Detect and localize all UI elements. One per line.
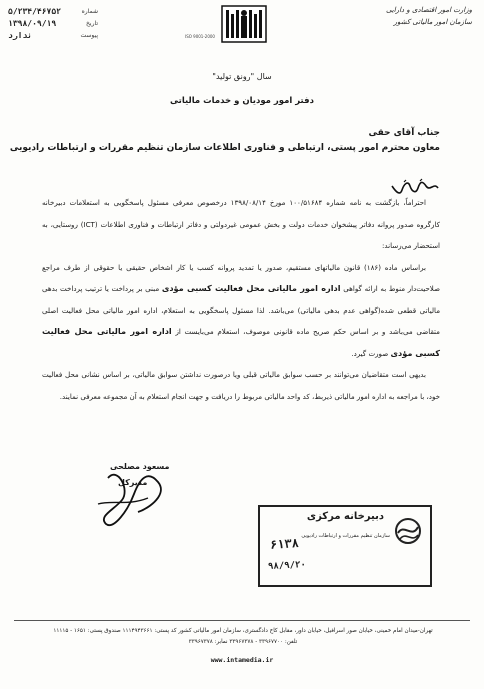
ministry-name: وزارت امور اقتصادی و دارایی [385,6,472,14]
year-slogan: سال "رونق تولید" [212,72,272,81]
stamp-organization: سازمان تنظیم مقررات و ارتباطات رادیویی [301,533,390,539]
body-p2-bold-a: اداره امور مالیاتی محل فعالیت کسبی مؤدی [161,283,341,293]
stamp-number: ۶۱۳۸ [269,536,300,552]
signatory-name: مسعود مصلحی [110,462,170,471]
addressee-name: جناب آقای حقی [368,128,440,138]
ministry-heading [312,4,472,28]
organization-name: سازمان امور مالیاتی کشور [393,18,472,26]
body-p2-part-a: براساس ماده (۱۸۶) قانون مالیاتهای مستقیم، صدور یا تمدید پروانه کسب یا کار اشخاص حقیقی یا حقوقی از طرف مراجع صلاحیت‌دار منوط به ارائه گواهی [42,262,441,293]
addressee-title: معاون محترم امور پستی، ارتباطی و فناوری اطلاعات سازمان تنظیم مقررات و ارتباطات رادیویی [9,143,440,153]
footer-website: www.intamedia.ir [210,656,274,664]
body-paragraph-2 [42,257,440,365]
attachment-label: پیوست [80,32,98,39]
body-p2-part-e: صورت گیرد. [351,348,389,358]
body-paragraph-3: بدیهی است متقاضیان می‌توانند بر حسب سوابق مالیاتی قبلی ویا درصورت نداشتن سوابق مالیاتی، بر اساس نشانی محل فعالیت خود، با مراجعه به اداره امور مالیاتی ذیربط، کد واحد مالیاتی مربوط را دریافت و جهت انجام استعلام به آن مجموعه معرفی نمایند. [42,370,440,401]
office-name: دفتر امور مودیان و خدمات مالیاتی [170,96,314,106]
letter-meta [8,6,98,42]
footer [14,626,472,648]
handwritten-signature [88,460,178,530]
footer-phone: تلفن: ۳۳۹۶۷۷۰۰ - ۳۳۹۶۷۳۷۸ نمابر: ۳۳۹۶۷۳۷۸ [188,639,298,645]
letter-number: ۵/۲۳۴/۴۶۷۵۲ [8,7,61,16]
body-paragraph-1: احتراماً، بازگشت به نامه شماره ۱۰۰/۵۱۶۸۴ مورخ ۱۳۹۸/۰۸/۱۴ درخصوص معرفی مسئول پاسخگویی به استعلامات دبیرخانه کارگروه صدور پروانه دفاتر پیشخوان خدمات دولت و بخش عمومی غیردولتی و دفاتر ارتباطات و فناوری اطلاعات (ICT) روستایی، به استحضار می‌رساند: [42,198,440,250]
signatory-title: مدیرکل [118,478,148,487]
letter-body [42,192,440,407]
stamp-title: دبیرخانه مرکزی [306,511,384,522]
footer-address: تهران-میدان امام خمینی، خیابان صور اسرافیل، خیابان داور، مقابل کاخ دادگستری، سازمان امور مالیاتی کشور کد پستی: ۱۱۱۴۹۴۳۶۶۱ صندوق پستی: ۱۶۵۱ - ۱۱۱۱۵ [53,628,433,634]
cra-logo-icon [392,513,424,553]
footer-divider [14,620,470,621]
date-label: تاریخ [86,20,98,27]
stamp-date: ۹۸/۹/۲۰ [267,560,307,572]
iso-label: ISO 9001-2000 [185,34,215,39]
letter-attachment: ندارد [8,31,33,40]
body-p2-bold-b: اداره امور مالیاتی محل فعالیت کسبی مؤدی [42,326,440,358]
tax-organization-emblem-icon [220,4,268,44]
body-p2-part-c: مبنی بر پرداخت یا ترتیب پرداخت بدهی مالیاتی قطعی شده(گواهی عدم بدهی مالیاتی) می‌باشد. لذا مسئول پاسخگویی به استعلام، اداره امور مالیاتی محل فعالیت اصلی متقاضی می‌باشد و بر اساس حکم صریح ماده قانونی موصوف، استعلام می‌بایست از [42,284,440,336]
number-label: شماره [81,8,98,15]
secretariat-stamp [258,505,432,587]
letter-date: ۱۳۹۸/۰۹/۱۹ [8,19,57,28]
